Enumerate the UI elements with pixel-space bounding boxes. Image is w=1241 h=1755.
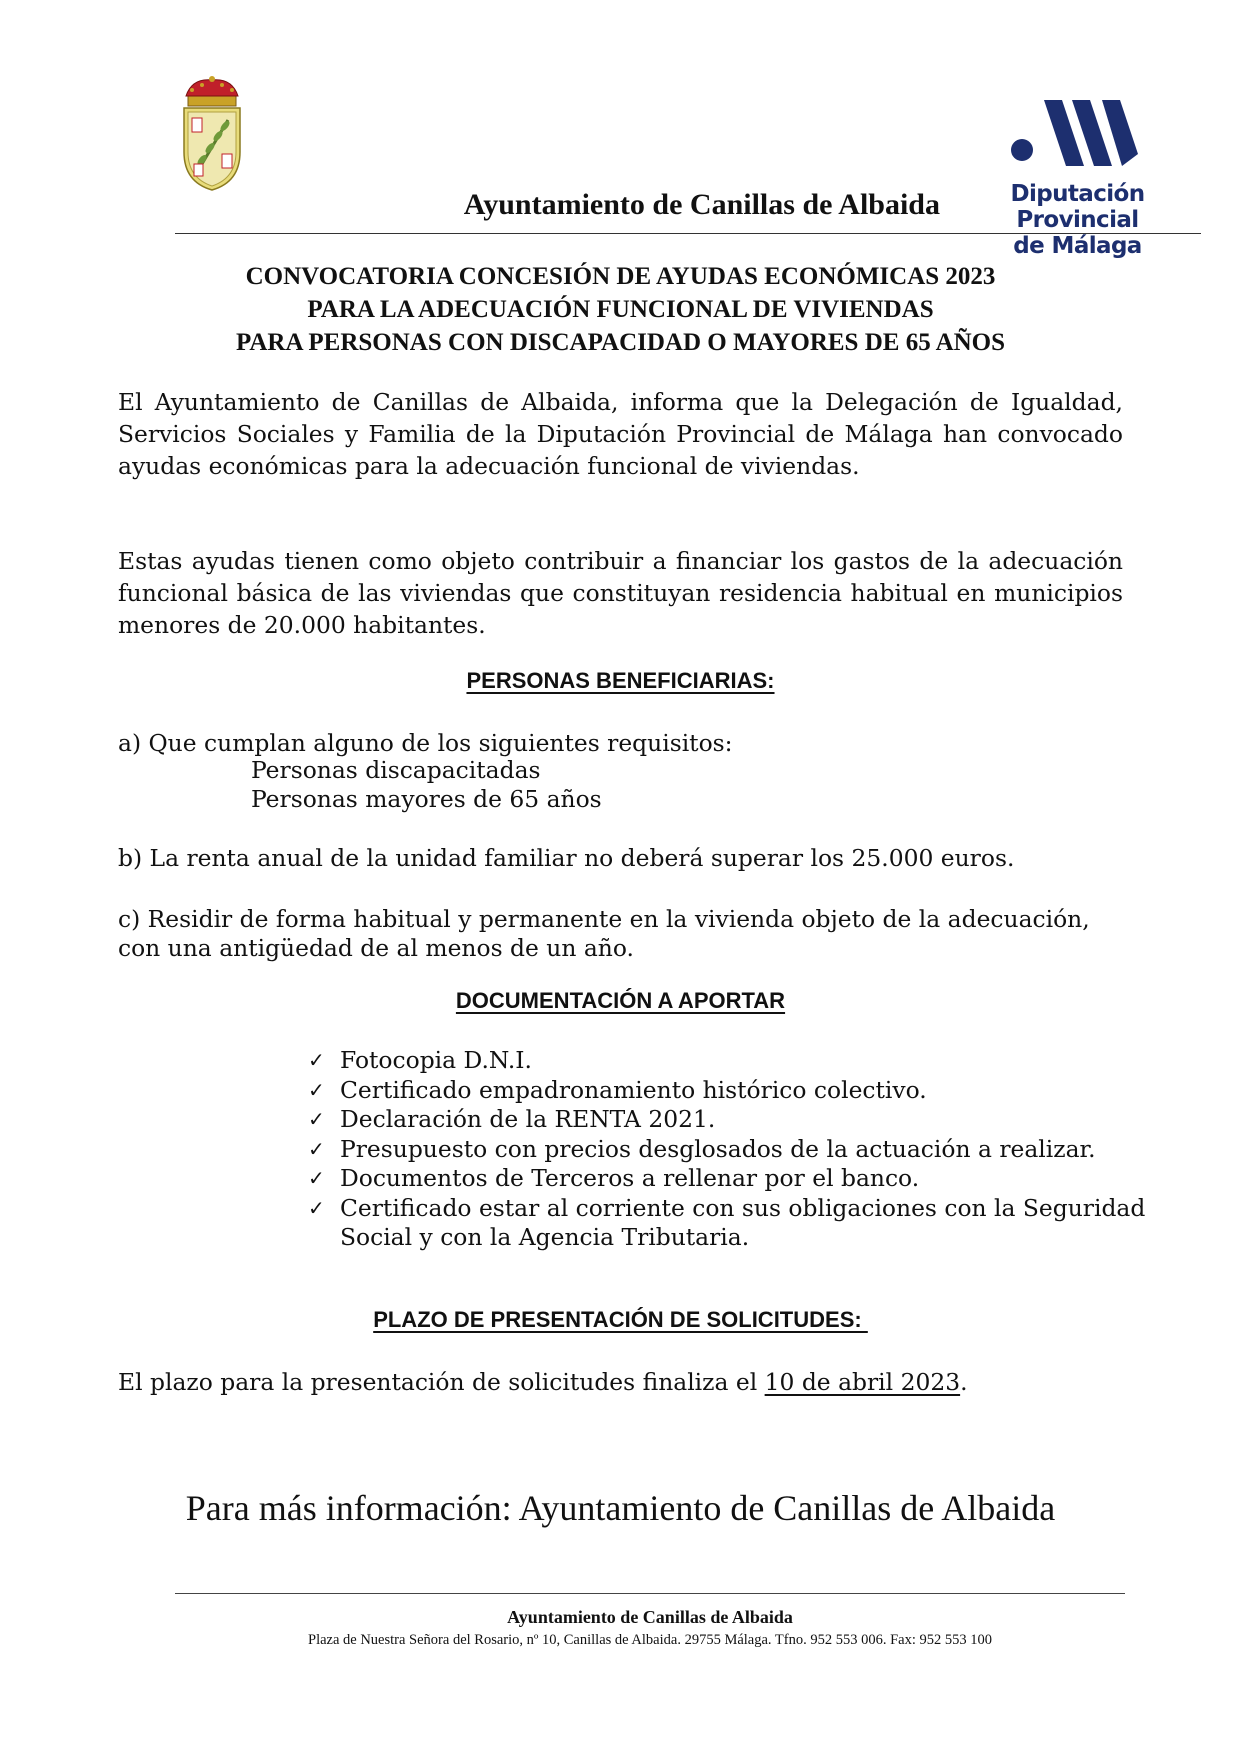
documentacion-heading: DOCUMENTACIÓN A APORTAR — [455, 988, 786, 1013]
document-title — [100, 260, 1141, 359]
diputacion-logo-text — [950, 181, 1205, 259]
documentation-list — [308, 1046, 1208, 1253]
diputacion-name-line1: Diputación Provincial — [1010, 181, 1145, 233]
intro-paragraph-1: El Ayuntamiento de Canillas de Albaida, informa que la Delegación de Igualdad, Servicios Sociales y Familia de la Diputación Provincial de Málaga han convocado ayudas económicas para la adecuación funcional de viviendas. — [118, 388, 1123, 480]
footer-divider — [175, 1593, 1125, 1594]
list-item-text: Fotocopia D.N.I. — [340, 1046, 532, 1074]
requirement-a: a) Que cumplan alguno de los siguientes requisitos: — [118, 729, 733, 757]
header-title: Ayuntamiento de Canillas de Albaida — [463, 188, 940, 221]
check-mark-icon: ✓ — [308, 1166, 325, 1190]
footer-address: Plaza de Nuestra Señora del Rosario, nº 10, Canillas de Albaida. 29755 Málaga. Tfno. 952 553 006. Fax: 952 553 100 — [308, 1632, 992, 1648]
list-item — [308, 1164, 1208, 1194]
list-item-text: Declaración de la RENTA 2021. — [340, 1105, 716, 1133]
plazo-heading: PLAZO DE PRESENTACIÓN DE SOLICITUDES: — [373, 1307, 868, 1332]
list-item — [308, 1105, 1208, 1135]
plazo-text-before: El plazo para la presentación de solicitudes finaliza el — [118, 1368, 765, 1396]
plazo-text-after: . — [960, 1368, 968, 1396]
title-line-2: PARA LA ADECUACIÓN FUNCIONAL DE VIVIENDAS — [307, 296, 934, 323]
diputacion-name-line2: de Málaga — [1013, 233, 1142, 259]
check-mark-icon: ✓ — [308, 1107, 325, 1131]
check-mark-icon: ✓ — [308, 1048, 325, 1072]
beneficiarias-heading: PERSONAS BENEFICIARIAS: — [466, 668, 775, 693]
diputacion-logo-mark — [1010, 94, 1138, 172]
requirement-a-item: Personas mayores de 65 años — [251, 785, 602, 813]
check-mark-icon: ✓ — [308, 1077, 325, 1102]
list-item-text: Documentos de Terceros a rellenar por el banco. — [340, 1164, 920, 1192]
title-line-1: CONVOCATORIA CONCESIÓN DE AYUDAS ECONÓMICAS 2023 — [245, 263, 996, 290]
plazo-text — [118, 1366, 1138, 1398]
more-info-line: Para más información: Ayuntamiento de Canillas de Albaida — [185, 1488, 1056, 1528]
municipal-coat-of-arms-logo — [178, 74, 246, 192]
requirement-b: b) La renta anual de la unidad familiar no deberá superar los 25.000 euros. — [118, 844, 1015, 872]
requirement-a-item: Personas discapacitadas — [251, 756, 541, 784]
list-item — [308, 1076, 1208, 1106]
check-mark-icon: ✓ — [308, 1136, 325, 1161]
list-item — [308, 1194, 1160, 1253]
list-item — [308, 1046, 1208, 1076]
list-item — [308, 1135, 1208, 1165]
footer-organization-name: Ayuntamiento de Canillas de Albaida — [507, 1607, 793, 1627]
list-item-text: Certificado empadronamiento histórico colectivo. — [340, 1075, 927, 1104]
plazo-deadline-date: 10 de abril 2023 — [764, 1368, 961, 1396]
list-item-text: Certificado estar al corriente con sus obligaciones con la Seguridad Social y con la Agencia Tributaria. — [340, 1193, 1146, 1251]
check-mark-icon: ✓ — [308, 1195, 325, 1220]
intro-paragraph-2: Estas ayudas tienen como objeto contribuir a financiar los gastos de la adecuación funcional básica de las viviendas que constituyan residencia habitual en municipios menores de 20.000 habitantes. — [118, 547, 1123, 639]
requirement-c-line-2: con una antigüedad de al menos de un año. — [118, 934, 634, 962]
title-line-3: PARA PERSONAS CON DISCAPACIDAD O MAYORES DE 65 AÑOS — [235, 329, 1006, 356]
requirement-c-line-1: c) Residir de forma habitual y permanente en la vivienda objeto de la adecuación, — [118, 905, 1090, 933]
list-item-text: Presupuesto con precios desglosados de la actuación a realizar. — [340, 1134, 1096, 1163]
